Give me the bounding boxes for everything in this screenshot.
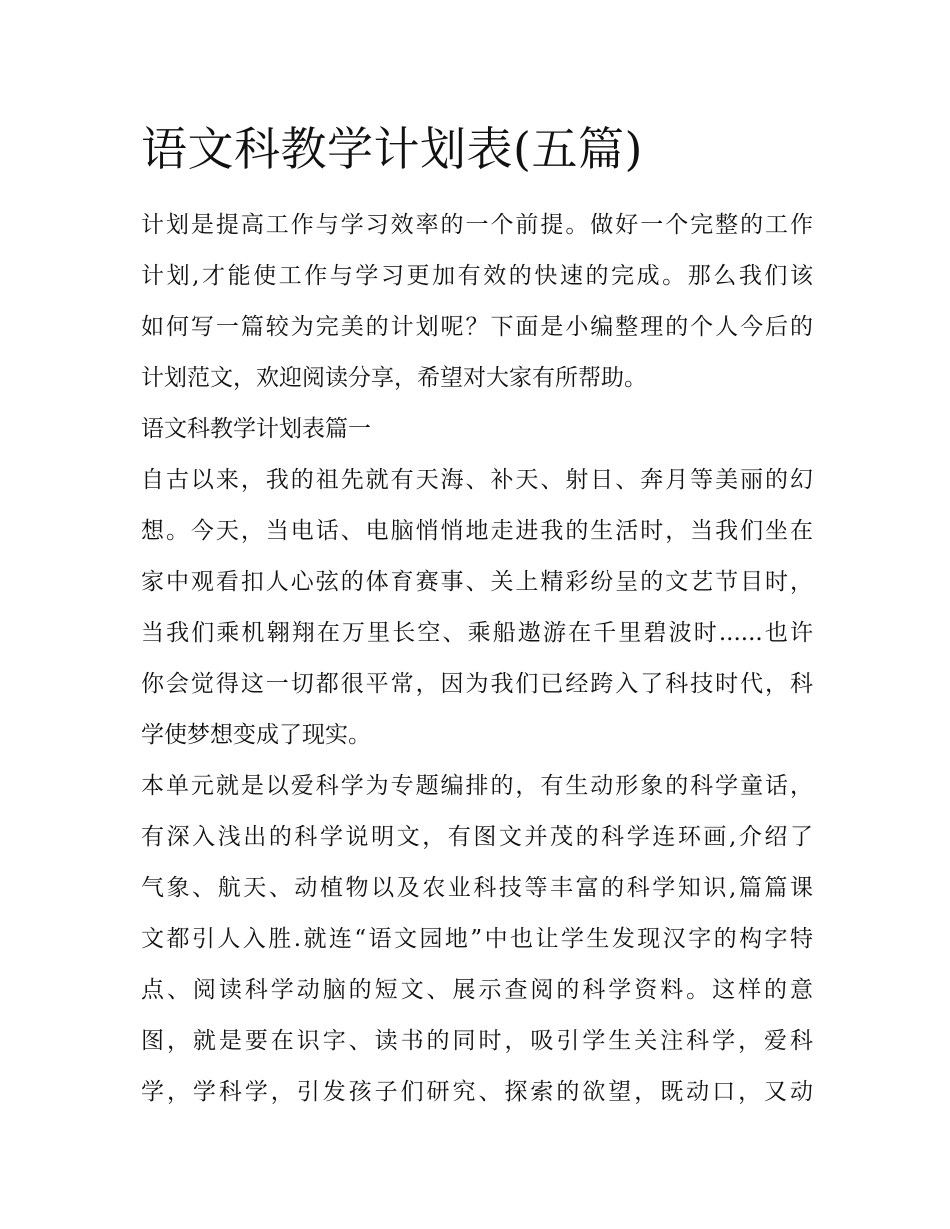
section-heading: 语文科教学计划表篇一: [141, 416, 371, 442]
document-title: 语文科教学计划表(五篇): [141, 122, 643, 176]
paragraph-1-line-4: 当我们乘机翱翔在万里长空、乘船遨游在千里碧波时......也许: [141, 620, 813, 646]
intro-line-3: 如何写一篇较为完美的计划呢？下面是小编整理的个人今后的: [141, 314, 813, 340]
paragraph-1-line-1: 自古以来，我的祖先就有天海、补天、射日、奔月等美丽的幻: [141, 467, 813, 493]
paragraph-1-line-6: 学使梦想变成了现实。: [141, 722, 371, 748]
paragraph-1-line-3: 家中观看扣人心弦的体育赛事、关上精彩纷呈的文艺节目时，: [141, 569, 813, 595]
intro-line-1: 计划是提高工作与学习效率的一个前提。做好一个完整的工作: [141, 212, 813, 238]
paragraph-2-line-4: 文都引人入胜.就连“语文园地”中也让学生发现汉字的构字特: [141, 926, 813, 952]
paragraph-1-line-2: 想。今天，当电话、电脑悄悄地走进我的生活时，当我们坐在: [141, 518, 813, 544]
paragraph-2-line-5: 点、阅读科学动脑的短文、展示查阅的科学资料。这样的意: [141, 977, 813, 1003]
paragraph-2-line-1: 本单元就是以爱科学为专题编排的，有生动形象的科学童话，: [141, 773, 813, 799]
document-body: [141, 118, 813, 1118]
paragraph-2-line-6: 图，就是要在识字、读书的同时，吸引学生关注科学，爱科: [141, 1028, 813, 1054]
paragraph-2-line-2: 有深入浅出的科学说明文，有图文并茂的科学连环画,介绍了: [141, 824, 813, 850]
paragraph-2-line-3: 气象、航天、动植物以及农业科技等丰富的科学知识,篇篇课: [141, 875, 813, 901]
intro-line-2: 计划,才能使工作与学习更加有效的快速的完成。那么我们该: [141, 263, 813, 289]
intro-line-4: 计划范文，欢迎阅读分享，希望对大家有所帮助。: [141, 365, 647, 391]
paragraph-1-line-5: 你会觉得这一切都很平常，因为我们已经跨入了科技时代，科: [141, 671, 813, 697]
paragraph-2-line-7: 学，学科学，引发孩子们研究、探索的欲望，既动口，又动: [141, 1079, 813, 1105]
